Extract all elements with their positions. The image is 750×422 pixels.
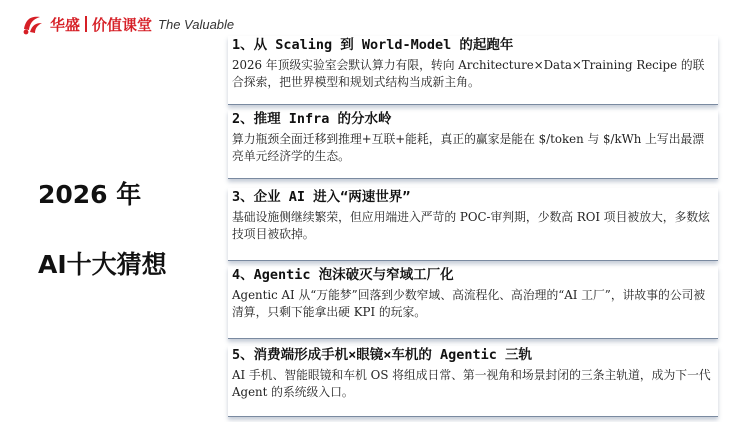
logo-mark-icon <box>20 12 44 36</box>
slide-title-year: 2026 年 <box>38 180 142 209</box>
prediction-body: 2026 年顶级实验室会默认算力有限，转向 Architecture×Data×Training Recipe 的联合探索，把世界模型和规划式结构当成新主角。 <box>232 58 705 89</box>
prediction-body: Agentic AI 从“万能梦”回落到少数窄域、高流程化、高治理的“AI 工厂”，讲故事的公司被清算，只剩下能拿出硬 KPI 的玩家。 <box>232 288 706 319</box>
prediction-card-2 <box>228 110 718 179</box>
brand-logo <box>20 12 234 36</box>
prediction-title: 1、从 Scaling 到 World-Model 的起跑年 <box>232 37 514 53</box>
brand-tagline: The Valuable <box>158 16 235 32</box>
prediction-title: 2、推理 Infra 的分水岭 <box>232 111 392 127</box>
slide-title <box>38 178 208 282</box>
prediction-card-3 <box>228 188 718 261</box>
prediction-body: AI 手机、智能眼镜和车机 OS 将组成日常、第一视角和场景封闭的三条主轨道，成为下一代 Agent 的系统级入口。 <box>232 368 711 399</box>
prediction-card-1 <box>228 36 718 105</box>
prediction-body: 基础设施侧继续繁荣，但应用端进入严苛的 POC-审判期，少数高 ROI 项目被放大，多数炫技项目被砍掉。 <box>232 210 710 241</box>
prediction-title: 5、消费端形成手机×眼镜×车机的 Agentic 三轨 <box>232 347 533 363</box>
prediction-card-4 <box>228 266 718 339</box>
prediction-title: 3、企业 AI 进入“两速世界” <box>232 189 411 205</box>
slide-title-topic: AI十大猜想 <box>38 250 167 279</box>
brand-divider <box>85 16 87 32</box>
brand-course-cn: 价值课堂 <box>92 15 153 34</box>
prediction-body: 算力瓶颈全面迁移到推理+互联+能耗，真正的赢家是能在 $/token 与 $/kWh 上写出最漂亮单元经济学的生态。 <box>232 132 705 163</box>
prediction-card-5 <box>228 346 718 417</box>
prediction-title: 4、Agentic 泡沫破灭与窄域工厂化 <box>232 267 454 283</box>
brand-name-cn: 华盛 <box>50 15 81 34</box>
